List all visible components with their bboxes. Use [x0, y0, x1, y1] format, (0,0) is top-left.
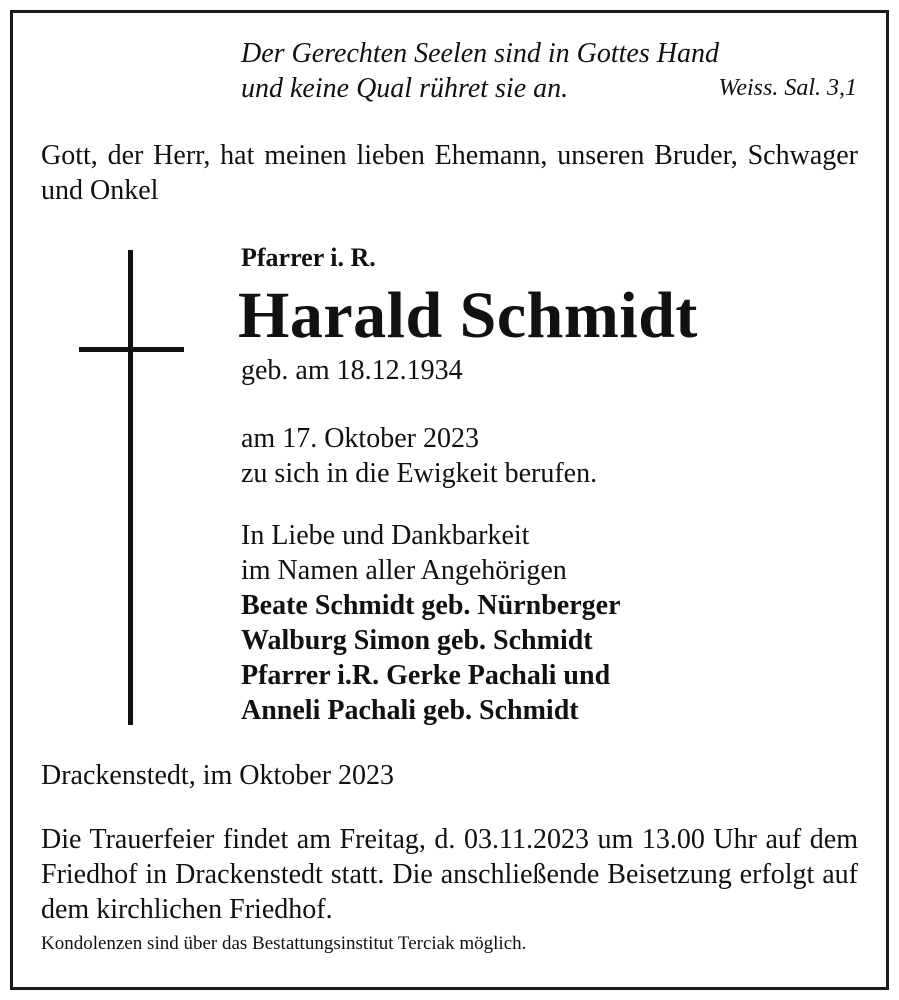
cross-icon-vertical — [128, 250, 133, 725]
mourner-name: Walburg Simon geb. Schmidt — [241, 625, 593, 656]
bible-verse — [241, 36, 861, 106]
death-date: am 17. Oktober 2023 — [241, 423, 479, 454]
cross-icon-horizontal — [79, 347, 184, 352]
mourners-line-1: In Liebe und Dankbarkeit — [241, 520, 530, 551]
death-notice — [241, 421, 597, 491]
birth-date: geb. am 18.12.1934 — [241, 355, 463, 386]
mourner-name: Pfarrer i.R. Gerke Pachali und — [241, 660, 611, 691]
verse-line-2: und keine Qual rühret sie an. — [241, 73, 569, 104]
deceased-title: Pfarrer i. R. — [241, 243, 376, 272]
intro-text: Gott, der Herr, hat meinen lieben Ehemann, unseren Bruder, Schwager und Onkel — [41, 140, 858, 206]
mourners-block — [241, 518, 621, 728]
verse-reference: Weiss. Sal. 3,1 — [718, 75, 857, 101]
mourners-line-2: im Namen aller Angehörigen — [241, 555, 567, 586]
mourner-name: Beate Schmidt geb. Nürnberger — [241, 590, 621, 621]
deceased-name: Harald Schmidt — [238, 279, 698, 352]
condolence-note: Kondolenzen sind über das Bestattungsinstitut Terciak möglich. — [41, 933, 527, 954]
verse-line-1: Der Gerechten Seelen sind in Gottes Hand — [241, 38, 719, 69]
funeral-details: Die Trauerfeier findet am Freitag, d. 03.11.2023 um 13.00 Uhr auf dem Friedhof in Drackenstedt statt. Die anschließende Beisetzung erfolgt auf dem kirchlichen Friedhof. — [41, 824, 858, 925]
death-phrase: zu sich in die Ewigkeit berufen. — [241, 458, 598, 489]
mourner-name: Anneli Pachali geb. Schmidt — [241, 695, 579, 726]
place-and-date: Drackenstedt, im Oktober 2023 — [41, 760, 395, 791]
